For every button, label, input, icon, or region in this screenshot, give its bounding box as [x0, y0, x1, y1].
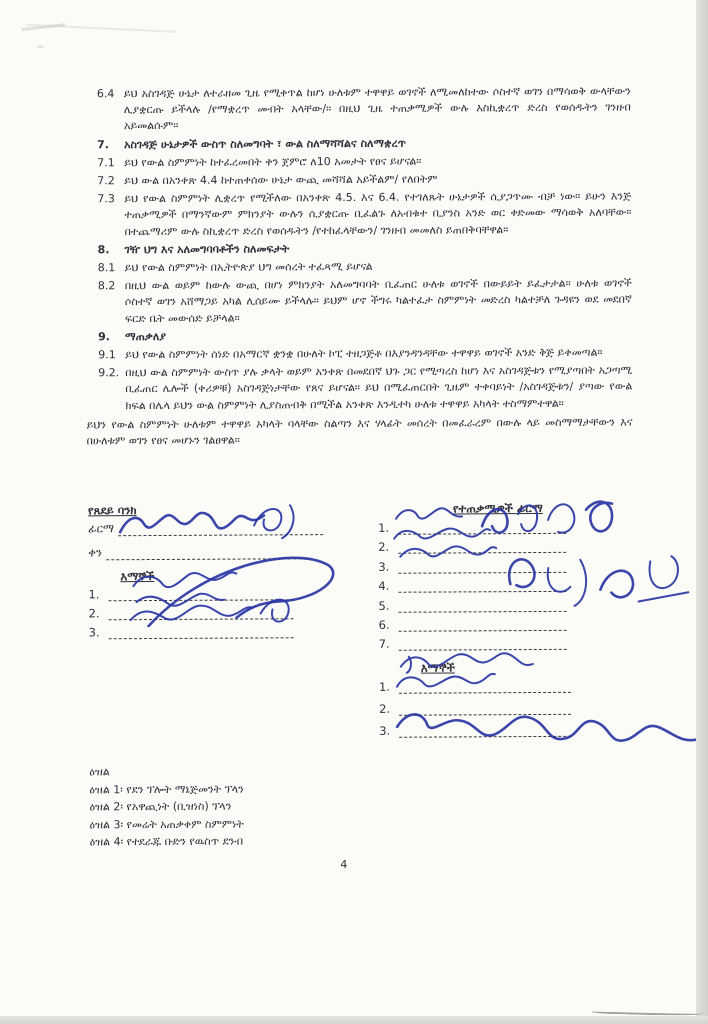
signature-line-row: [378, 597, 693, 613]
annex-items: [89, 780, 244, 851]
line-number: 5.: [378, 598, 390, 613]
signature-line: [109, 626, 294, 639]
clause-text: በዚህ ውል ስምምነት ውስጥ ያሉ ቃላት ወይም አንቀጽ በመደበኛ ህጉ ጋር የሚጣረስ ከሆነ እና አስገዳጅቱን የሚያጣበት አጋጣሚ ቢፈጠር ሌሎች (ቀሪዎቹ) አስገዳጅነታቸው የጸና ይሆናል። ይህ በሚፈጠርበት ጊዜም ተቀባይነት /አስገዳጅቱን/ ያጣው የውል ክፍል በሌላ ይህን ውል ስምምነት ሊያስጠብቅ በሚችል አንቀጽ እንዲተካ ሁለቱ ተዋዋይ አካላት ተስማምተዋል።: [125, 363, 633, 412]
clause-text: ይህ የውል ስምምነት ሰነድ በአማርኛ ቋንቋ በሁለት ኮፒ ተዘጋጅቶ በእያንዳንዳቸው ተዋዋይ ወገኖች አንድ ቅጅ ይቀመጣል።: [125, 345, 603, 362]
signature-line: [399, 725, 571, 738]
clause-text: በዚህ ውል ወይም ከውሉ ውጪ በሆነ ምክንያት አለመግባባት ቢፈጠር ሁለቱ ወገኖች በውይይት ይፈታታል። ሁለቱ ወገኖች ሶስተኛ ወገን አሸማጋይ አካል ሊሰይሙ ይችላሉ። ይህም ሆኖ ችግሩ ካልተፈታ ስምምነት መድረስ ካልተቻለ ጉዳዩን ወደ መደበኛ ፍርድ ቤት መውሰድ ይቻላል።: [124, 276, 632, 325]
annex-title: ዕዝል: [89, 765, 110, 779]
bank-signature-block: [88, 502, 389, 645]
signature-line: [399, 619, 567, 632]
clause-row: [97, 134, 631, 153]
signature-line-row: [379, 679, 694, 695]
scan-edge-right: [696, 0, 708, 1024]
clause-row: [97, 152, 631, 171]
line-number: 1.: [88, 587, 100, 602]
clause-row: [97, 171, 631, 190]
clause-row: [98, 276, 632, 327]
signature-line-row: [378, 539, 693, 555]
clause-list: [97, 84, 633, 415]
signature-line: [109, 607, 294, 620]
closing-paragraph: ይህን የውል ስምምነት ሁለቱም ተዋዋይ አካላት ባላቸው ስልጣን እና ሃላፊት መሰረት በመፈራረም በውሉ ላይ መስማማታቸውን እና በሁለቱም ወገን የፀና መሆኑን ገልፀዋል።: [86, 415, 633, 448]
clause-number: 8.: [97, 243, 110, 257]
annex-item: ዕዝል 4፡ የተደራጁ ቡድን የዉስጥ ደንብ: [89, 834, 244, 849]
signature-line: [398, 580, 566, 593]
date-line: [106, 547, 311, 560]
line-number: 3.: [88, 625, 100, 640]
clause-row: [97, 84, 631, 135]
clause-text: አስገዳጅ ሁኔታዎች ውስጥ ስለመግባት ፣ ውል ስለማሻሻልና ስለማቋረጥ: [124, 136, 407, 151]
clause-text: ይህ የውል ስምምነት ከተፈረመበት ቀን ጀምሮ ለ10 አመታት የፀና ይሆናል።: [124, 154, 422, 169]
bank-title: የጸደይ ባንክ: [87, 503, 137, 518]
line-number: 3.: [379, 724, 391, 739]
bank-signature-row: [88, 520, 388, 537]
signature-line-row: [378, 558, 693, 574]
clause-number: 7.3: [97, 192, 115, 206]
signature-line: [398, 561, 566, 574]
clause-row: [98, 258, 632, 277]
clause-row: [98, 239, 632, 258]
line-number: 2.: [88, 606, 100, 621]
clause-number: 6.4: [96, 87, 115, 101]
signature-line-row: [379, 701, 694, 717]
clause-text: ይህ ውል በአንቀጽ 4.4 ከተጠቀሰው ሁኔታ ውጪ መሻሻል አይችልም/ የለበትም: [124, 172, 438, 188]
right-witness-rows: [379, 679, 694, 739]
signature-label: ፊርማ: [88, 521, 115, 536]
signature-line: [398, 599, 566, 612]
clause-number: 7.2: [97, 174, 115, 188]
signature-line: [108, 588, 293, 601]
annex-item: ዕዝል 3፡ የመሬት አጠቃቀም ስምምነት: [89, 817, 244, 832]
date-label: ቀን: [88, 545, 103, 560]
clause-text: ይህ የውል ስምምነት ሊቋረጥ የሚችለው በአንቀጽ 4.5. እና 6.4. የተገለጹት ሁኔታዎች ሲያጋጥሙ ብቻ ነው። ይሁን እንጅ ተጠቃሚዎች በማንኛውም ምክንያት ውሉን ሲያቋርጡ ቢፈልጉ ለአብቁተ ቢያንስ አንድ ወር ቀድመው ማሳወቅ አለባቸው። በተጨማሪም ውሉ ስኪቋረጥ ድረስ የወሰዱትን /የተከፈላቸውን/ ገንዘብ መመለስ ይጠበቅባቸዋል።: [124, 189, 632, 238]
signature-line: [118, 523, 323, 536]
users-title: የተጠቃሚዎች ፊርማ: [452, 500, 543, 516]
clause-number: 9.1: [98, 348, 116, 362]
signature-line: [398, 522, 566, 535]
right-witnesses-title: እማኞች: [420, 660, 455, 675]
bank-date-row: [88, 544, 388, 561]
clause-row: [98, 345, 632, 364]
clause-number: 9.: [98, 330, 110, 344]
scan-edge-bottom: [0, 1016, 708, 1024]
signature-line: [399, 638, 567, 651]
users-signature-block: [378, 500, 694, 746]
clause-number: 7.: [97, 137, 109, 151]
line-number: 3.: [378, 559, 390, 574]
clause-row: [97, 189, 631, 240]
line-number: 2.: [379, 702, 391, 717]
user-signature-rows: [378, 519, 694, 651]
signature-line-row: [378, 519, 693, 535]
signature-line: [399, 703, 571, 716]
clause-text: ይህ የውል ስምምነት በኢትዮጵያ ህግ መሰረት ተፈጻሚ ይሆናል: [124, 259, 373, 275]
annex-item: ዕዝል 2፡ የአዋጪነት (ቢዝነስ) ፕላን: [89, 799, 232, 814]
signature-line-row: [89, 624, 389, 640]
annex-block: [89, 763, 244, 852]
contract-body: [86, 84, 633, 450]
signature-line-row: [378, 577, 693, 593]
clause-text: ማጠቃለያ: [125, 329, 167, 344]
line-number: 4.: [378, 578, 390, 594]
clause-number: 8.1: [97, 261, 116, 275]
signature-line: [398, 541, 566, 554]
left-witnesses-title: እማኞች: [120, 569, 155, 584]
page-number: 4: [340, 858, 348, 872]
line-number: 1.: [378, 520, 390, 535]
clause-row: [98, 326, 632, 345]
line-number: 2.: [378, 540, 390, 555]
clause-text: ይህ አስገዳጅ ሁኔታ ለተራዘመ ጊዜ የሚቀጥል ከሆነ ሁለቱም ተዋዋይ ወገኖች ለሚመለከተው ሶስተኛ ወገን በማሳወቅ ውላቸውን ሊያቋርጡ ይችላሉ /የማቋረጥ መብት አላቸው/። በዚህ ጊዜ ተጠቃሚዎች ውሉ እስኪቋረጥ ድረስ የወሰዱትን ገንዘብ አይመልሱም።: [123, 84, 631, 133]
clause-number: 8.2: [97, 279, 116, 293]
clause-text: ገዥ ህግ እና አለመግባባቶችን ስለመፍታት: [124, 242, 290, 256]
scan-smudge: [26, 24, 176, 33]
right-witnesses-block: [379, 660, 694, 739]
clause-row: [98, 363, 632, 414]
signature-line-row: [379, 636, 694, 652]
signature-line-row: [379, 723, 694, 739]
signature-line-row: [88, 586, 388, 602]
annex-item: ዕዝል 1፡ የደን ፕሎት ማኔጅመንት ፕላን: [89, 782, 244, 796]
clause-number: 9.2.: [98, 366, 120, 380]
signature-line-row: [379, 616, 694, 632]
signature-line: [399, 681, 571, 694]
clause-number: 7.1: [97, 156, 115, 170]
line-number: 1.: [378, 680, 390, 695]
scan-smudge: [38, 46, 44, 48]
signature-line-row: [89, 605, 389, 621]
line-number: 7.: [378, 637, 390, 652]
line-number: 6.: [378, 617, 390, 632]
left-witness-rows: [88, 586, 388, 640]
